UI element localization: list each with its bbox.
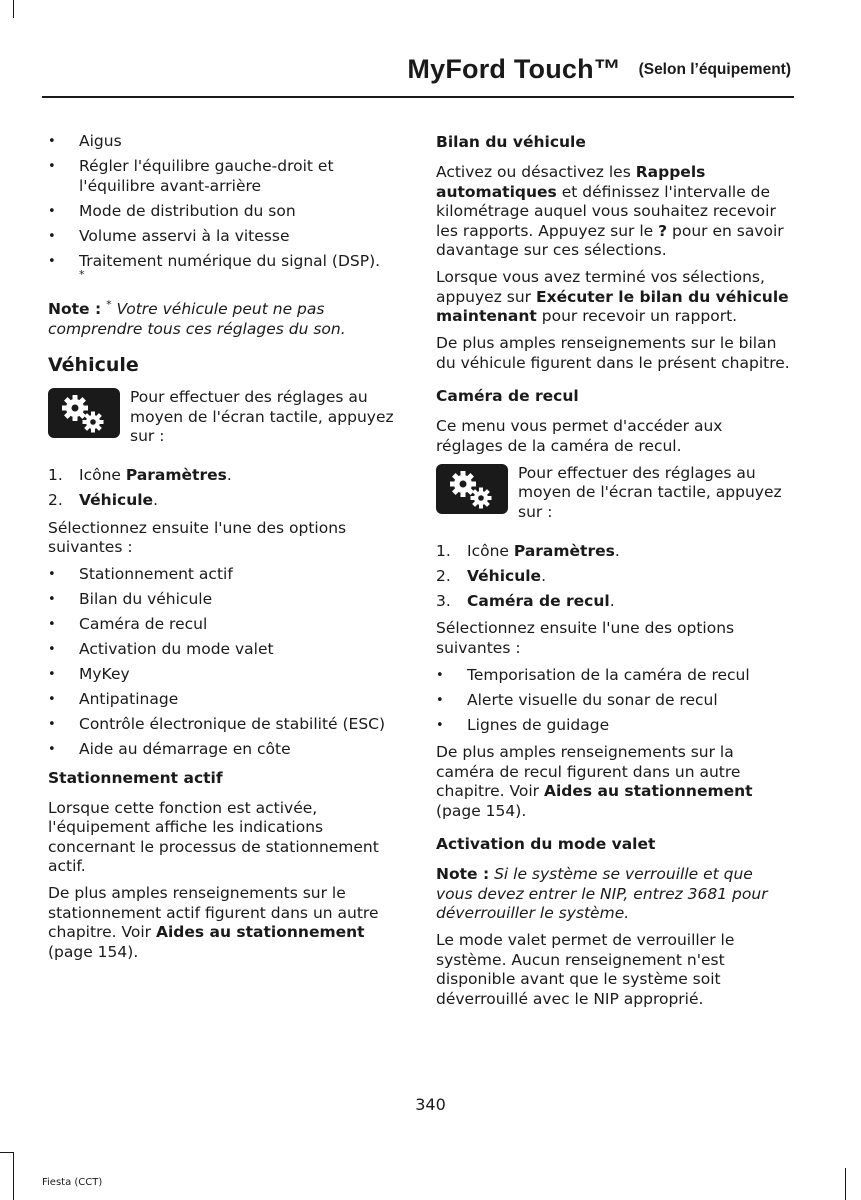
footer-label: Fiesta (CCT) [42,1177,103,1188]
section-heading-vehicule: Véhicule [48,354,139,377]
note-label: Note : [48,300,102,319]
settings-gears-icon [436,464,508,514]
list-item: • Bilan du véhicule [48,590,213,609]
note-label: Note : [436,865,490,883]
step-item: 1. Icône Paramètres. [436,541,620,560]
crop-mark-top-left [13,0,14,18]
note-text: Votre véhicule peut ne pas comprendre tous ces réglages du son. [48,300,346,338]
header-rule [42,96,794,98]
list-item: • Activation du mode valet [48,640,274,659]
list-item: • Traitement numérique du signal (DSP). * [48,252,403,282]
page-number: 340 [415,1095,446,1114]
cross-reference: Aides au stationnement [543,782,753,800]
list-item: • Aide au démarrage en côte [48,740,291,759]
settings-instruction [436,464,791,534]
list-item: • Temporisation de la caméra de recul [436,665,750,684]
list-item: • Alerte visuelle du sonar de recul [436,690,718,709]
crop-mark-bottom-left [13,1152,14,1200]
paragraph: De plus amples renseignements sur le stationnement actif figurent dans un autre chapitre. Voir Aides au stationnement (page 154). [48,884,379,961]
section-heading-stationnement: Stationnement actif [48,768,223,787]
paragraph: Le mode valet permet de verrouiller le système. Aucun renseignement n'est disponible avant que le système soit déverrouillé avec le NIP approprié. [436,931,735,1008]
list-item: • Régler l'équilibre gauche-droit et l'équilibre avant-arrière [48,157,334,195]
step-item: 1. Icône Paramètres. [48,466,232,485]
section-heading-camera: Caméra de recul [436,387,579,405]
select-options-text: Sélectionnez ensuite l'une des options suivantes : [48,518,347,557]
vehicle-options-list [48,565,403,760]
right-column [436,132,791,1017]
list-item: • Lignes de guidage [436,715,610,734]
list-item: • Antipatinage [48,690,179,709]
steps-list [436,542,791,612]
list-item: • Contrôle électronique de stabilité (ESC) [48,715,386,734]
section-heading-bilan: Bilan du véhicule [436,133,586,151]
footnote-marker: * [106,298,112,311]
settings-instruction [48,388,403,458]
list-item: • Mode de distribution du son [48,201,296,220]
audio-settings-list [48,132,403,281]
select-options-text: Sélectionnez ensuite l'une des options suivantes : [436,619,735,657]
settings-gears-icon [48,388,120,438]
crop-mark-bottom-left-h [0,1152,14,1153]
paragraph: Ce menu vous permet d'accéder aux réglages de la caméra de recul. [436,417,723,455]
section-heading-valet: Activation du mode valet [436,835,656,853]
note-text: Si le système se verrouille et que vous devez entrer le NIP, entrez 3681 pour déverrouiller le système. [436,865,768,922]
left-column [48,132,403,970]
paragraph: Lorsque cette fonction est activée, l'équipement affiche les indications concernant le processus de stationnement actif. [48,798,379,876]
paragraph: Activez ou désactivez les Rappels automatiques et définissez l'intervalle de kilométrage auquel vous souhaitez recevoir les rapports. Appuyez sur le ? pour en savoir davantage sur ces sélections. [436,163,784,259]
list-item: • Caméra de recul [48,615,208,634]
step-item: 2. Véhicule. [436,566,546,585]
crop-mark-bottom-right [845,1168,846,1200]
cross-reference: Aides au stationnement [155,923,365,942]
note-paragraph [48,295,403,339]
list-item: • Aigus [48,132,122,150]
note-paragraph [436,865,791,924]
paragraph: De plus amples renseignements sur la caméra de recul figurent dans un autre chapitre. Voir Aides au stationnement (page 154). [436,743,753,820]
camera-options-list [436,666,791,736]
paragraph: Lorsque vous avez terminé vos sélections, appuyez sur Exécuter le bilan du véhicule maintenant pour recevoir un rapport. [436,268,789,325]
list-item: • Stationnement actif [48,565,233,584]
list-item: • Volume asservi à la vitesse [48,226,290,245]
page-header-subtitle: (Selon l’équipement) [638,61,791,78]
page-header-title: MyFord Touch™ [407,54,621,84]
instruction-text: Pour effectuer des réglages au moyen de l'écran tactile, appuyez sur : [518,463,782,521]
step-item: 3. Caméra de recul. [436,591,615,610]
paragraph: De plus amples renseignements sur le bilan du véhicule figurent dans le présent chapitre. [436,334,790,372]
list-item: • MyKey [48,665,130,684]
steps-list [48,466,403,511]
footnote-marker: * [79,268,85,281]
instruction-text: Pour effectuer des réglages au moyen de l'écran tactile, appuyez sur : [130,388,394,446]
step-item: 2. Véhicule. [48,491,158,510]
